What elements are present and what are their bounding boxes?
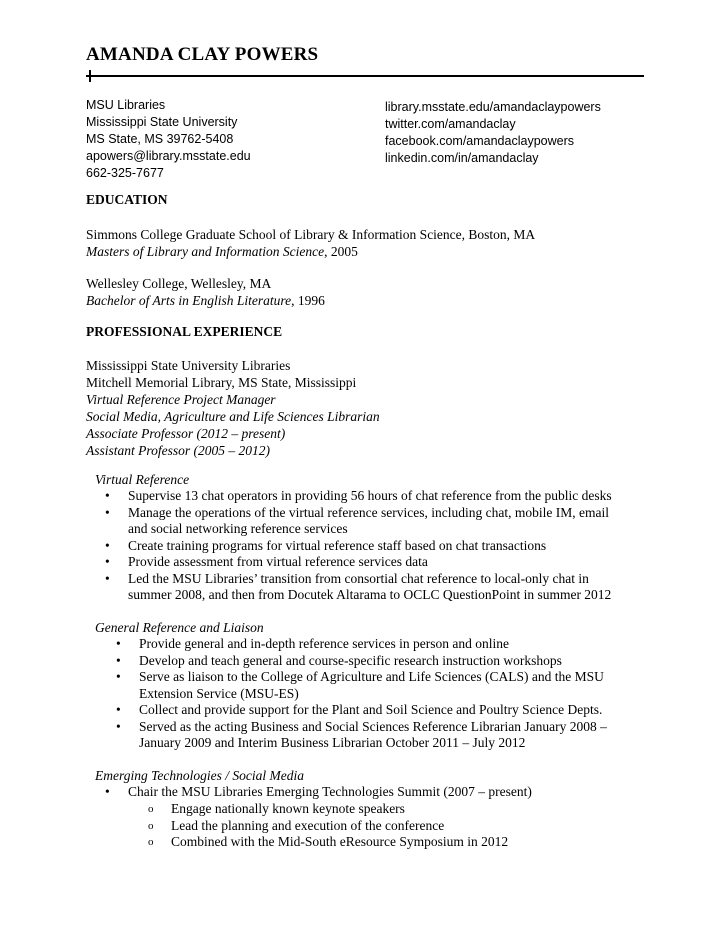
list-item: • Collect and provide support for the Plant and Soil Science and Poultry Science Depts. xyxy=(116,702,603,717)
degree-year: , 1996 xyxy=(291,293,325,308)
circle-bullet-icon: o xyxy=(148,819,154,832)
bullet-list xyxy=(105,488,612,604)
contact-line: MSU Libraries xyxy=(86,98,166,112)
bullet-icon: • xyxy=(116,636,121,651)
list-item: o Lead the planning and execution of the conference xyxy=(148,817,445,833)
contact-phone: 662-325-7677 xyxy=(86,166,164,180)
bullet-icon: • xyxy=(105,784,110,799)
facebook-link: facebook.com/amandaclaypowers xyxy=(385,134,574,148)
title-divider xyxy=(86,75,644,77)
bullet-icon: • xyxy=(105,537,110,553)
experience-heading: PROFESSIONAL EXPERIENCE xyxy=(86,324,283,339)
contact-links-block xyxy=(385,99,601,167)
list-item: • Develop and teach general and course-specific research instruction workshops xyxy=(116,652,562,668)
list-item: • Manage the operations of the virtual reference services, including chat, mobile IM, email and social networking reference services xyxy=(105,504,609,536)
degree-name: Masters of Library and Information Science xyxy=(86,244,325,259)
twitter-link: twitter.com/amandaclay xyxy=(385,117,516,131)
employer-block xyxy=(86,357,380,459)
school-name: Wellesley College, Wellesley, MA xyxy=(86,276,272,291)
list-item: • Create training programs for virtual reference staff based on chat transactions xyxy=(105,537,547,553)
job-title: Virtual Reference Project Manager xyxy=(86,392,276,407)
list-item: • Chair the MSU Libraries Emerging Technologies Summit (2007 – present) xyxy=(105,784,532,799)
list-item: • Provide assessment from virtual reference services data xyxy=(105,554,428,569)
section-title: Emerging Technologies / Social Media xyxy=(95,768,304,783)
bullet-icon: • xyxy=(116,669,121,684)
bullet-icon: • xyxy=(105,504,110,520)
linkedin-link: linkedin.com/in/amandaclay xyxy=(385,151,539,165)
circle-bullet-icon: o xyxy=(148,803,154,815)
list-item: • Provide general and in-depth reference services in person and online xyxy=(116,636,509,651)
school-name: Simmons College Graduate School of Library & Information Science, Boston, MA xyxy=(86,227,536,242)
bullet-icon: • xyxy=(105,488,110,503)
section-title: General Reference and Liaison xyxy=(95,620,264,635)
bullet-icon: • xyxy=(105,554,110,569)
bullet-icon: • xyxy=(116,718,121,734)
bullet-icon: • xyxy=(116,702,121,717)
contact-email: apowers@library.msstate.edu xyxy=(86,149,251,163)
contact-line: MS State, MS 39762-5408 xyxy=(86,132,234,146)
website-link: library.msstate.edu/amandaclaypowers xyxy=(385,100,601,114)
bullet-list xyxy=(105,784,532,801)
bullet-icon: • xyxy=(116,652,121,668)
list-item: • Served as the acting Business and Social Sciences Reference Librarian January 2008 – January 2009 and Interim Business Librarian October 2011 – July 2012 xyxy=(116,718,607,750)
degree-year: , 2005 xyxy=(324,244,358,259)
page-title: AMANDA CLAY POWERS xyxy=(86,44,319,65)
education-entry xyxy=(86,275,325,309)
education-entry xyxy=(86,226,535,260)
list-item: • Led the MSU Libraries’ transition from consortial chat reference to local-only chat in summer 2008, and then from Docutek Altarama to OCLC QuestionPoint in summer 2012 xyxy=(105,570,612,602)
contact-line: Mississippi State University xyxy=(86,115,238,129)
employer-line: Mississippi State University Libraries xyxy=(86,358,291,373)
job-title: Associate Professor (2012 – present) xyxy=(86,426,286,441)
circle-bullet-icon: o xyxy=(148,836,154,848)
education-heading: EDUCATION xyxy=(86,192,168,207)
contact-address-block xyxy=(86,97,251,182)
list-item: • Serve as liaison to the College of Agriculture and Life Sciences (CALS) and the MSU Extension Service (MSU-ES) xyxy=(116,669,604,701)
list-item: o Combined with the Mid-South eResource Symposium in 2012 xyxy=(148,834,509,849)
sub-bullet-list xyxy=(148,801,508,851)
list-item: o Engage nationally known keynote speakers xyxy=(148,801,405,816)
section-title: Virtual Reference xyxy=(95,472,190,487)
job-title: Assistant Professor (2005 – 2012) xyxy=(86,443,271,458)
bullet-icon: • xyxy=(105,570,110,586)
employer-line: Mitchell Memorial Library, MS State, Mississippi xyxy=(86,375,357,390)
degree-name: Bachelor of Arts in English Literature xyxy=(86,293,292,308)
job-title: Social Media, Agriculture and Life Sciences Librarian xyxy=(86,409,380,424)
list-item: • Supervise 13 chat operators in providing 56 hours of chat reference from the public desks xyxy=(105,488,612,503)
bullet-list xyxy=(116,636,607,752)
